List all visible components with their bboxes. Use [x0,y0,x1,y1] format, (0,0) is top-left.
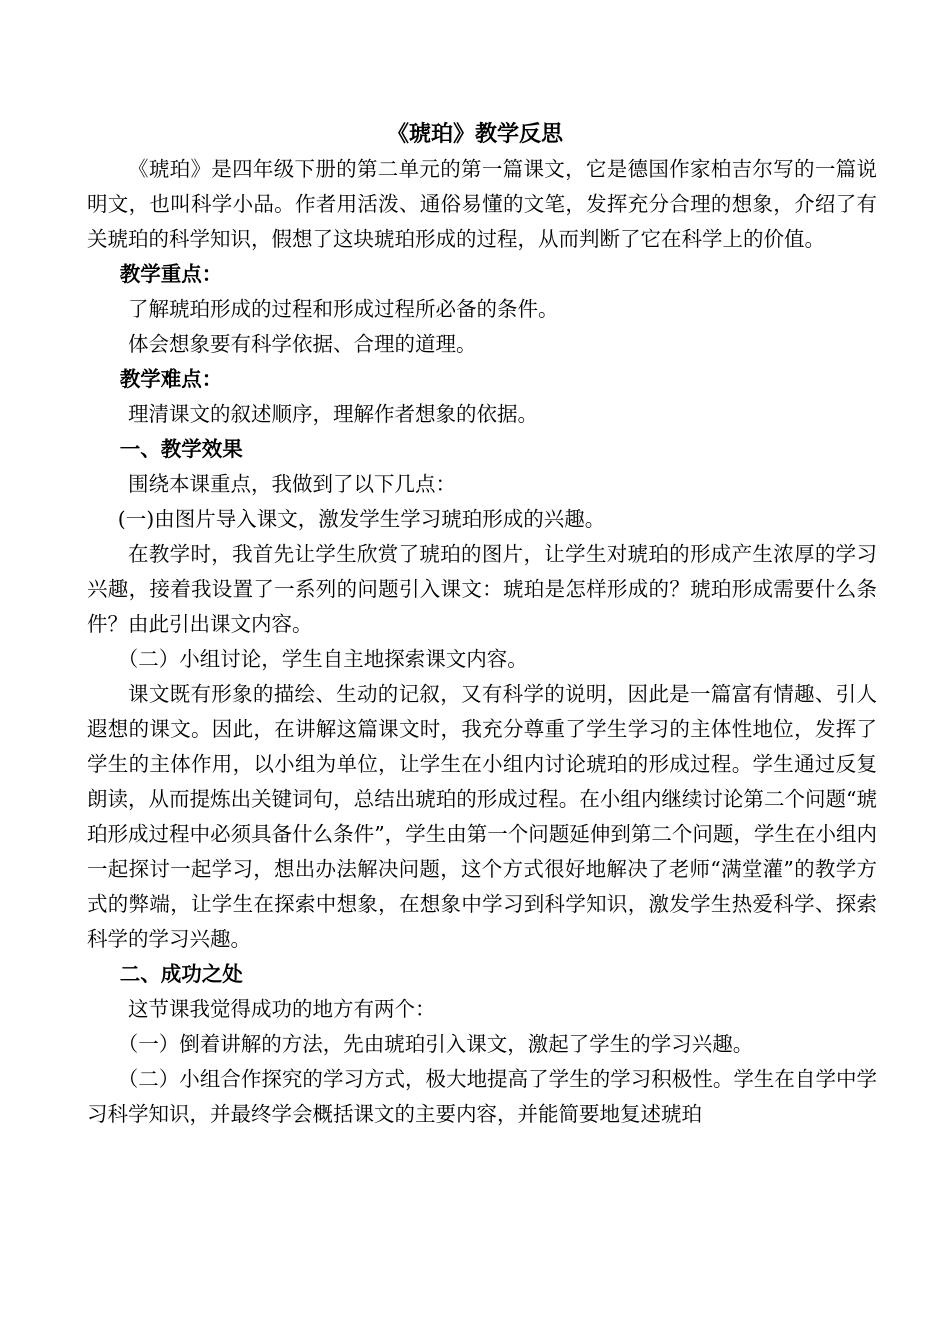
section-2-heading: 二、成功之处 [119,962,243,986]
section-1-heading: 一、教学效果 [119,437,243,461]
effect-item-1-detail: 在教学时，我首先让学生欣赏了琥珀的图片，让学生对琥珀的形成产生浓厚的学习兴趣，接着我设置了一系列的问题引入课文：琥珀是怎样形成的？琥珀形成需要什么条件？由此引出课文内容。 [87,542,877,636]
section-2-intro: 这节课我觉得成功的地方有两个： [128,997,436,1021]
effect-item-1: (一)由图片导入课文，激发学生学习琥珀形成的兴趣。 [117,507,606,531]
key-point-1: 了解琥珀形成的过程和形成过程所必备的条件。 [128,297,559,321]
effect-item-2-detail: 课文既有形象的描绘、生动的记叙，又有科学的说明，因此是一篇富有情趣、引人遐想的课文。因此，在讲解这篇课文时，我充分尊重了学生学习的主体性地位，发挥了学生的主体作用，以小组为单位，让学生在小组内讨论琥珀的形成过程。学生通过反复朗读，从而提炼出关键词句，总结出琥珀的形成过程。在小组内继续讨论第二个问题“琥珀形成过程中必须具备什么条件”，学生由第一个问题延伸到第二个问题，学生在小组内一起探讨一起学习，想出办法解决问题，这个方式很好地解决了老师“满堂灌”的教学方式的弊端，让学生在探索中想象，在想象中学习到科学知识，激发学生热爱科学、探索科学的学习兴趣。 [87,682,877,951]
document-body [87,152,877,1132]
success-item-2: （二）小组合作探究的学习方式，极大地提高了学生的学习积极性。学生在自学中学习科学知识，并最终学会概括课文的主要内容，并能简要地复述琥珀 [87,1067,877,1126]
section-1-intro: 围绕本课重点，我做到了以下几点： [128,472,456,496]
effect-item-2: （二）小组讨论，学生自主地探索课文内容。 [117,647,528,671]
success-item-1: （一）倒着讲解的方法，先由琥珀引入课文，激起了学生的学习兴趣。 [117,1032,754,1056]
key-points-heading: 教学重点： [119,262,223,286]
document-title: 《琥珀》教学反思 [386,121,563,147]
key-point-2: 体会想象要有科学依据、合理的道理。 [128,332,477,356]
difficulties-heading: 教学难点： [119,367,223,391]
difficulty-1: 理清课文的叙述顺序，理解作者想象的依据。 [128,402,538,426]
intro-paragraph: 《琥珀》是四年级下册的第二单元的第一篇课文，它是德国作家柏吉尔写的一篇说明文，也叫科学小品。作者用活泼、通俗易懂的文笔，发挥充分合理的想象，介绍了有关琥珀的科学知识，假想了这块琥珀形成的过程，从而判断了它在科学上的价值。 [87,157,877,251]
